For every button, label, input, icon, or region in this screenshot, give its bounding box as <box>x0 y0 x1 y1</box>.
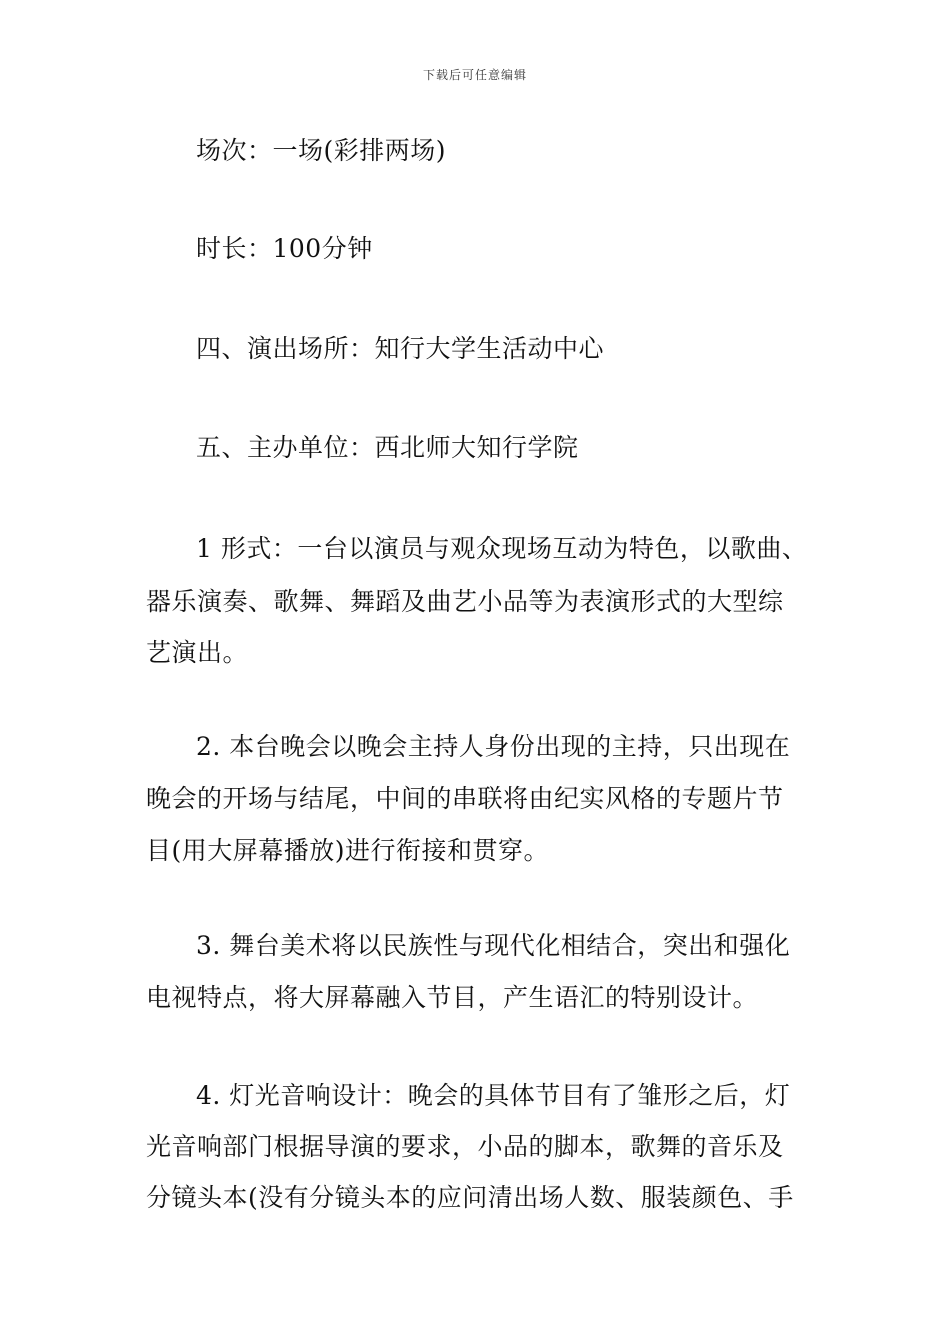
paragraph-session: 场次：一场(彩排两场) <box>196 136 447 165</box>
paragraph-organizer: 五、主办单位：西北师大知行学院 <box>196 433 579 462</box>
paragraph-lighting-line: 分镜头本(没有分镜头本的应问清出场人数、服装颜色、手 <box>146 1183 794 1212</box>
paragraph-host-line: 2. 本台晚会以晚会主持人身份出现的主持，只出现在 <box>196 732 791 761</box>
paragraph-lighting-line: 4. 灯光音响设计：晚会的具体节目有了雏形之后，灯 <box>196 1081 791 1110</box>
paragraph-stage-line: 电视特点，将大屏幕融入节目，产生语汇的特别设计。 <box>146 983 759 1012</box>
paragraph-host-line: 晚会的开场与结尾，中间的串联将由纪实风格的专题片节 <box>146 784 784 813</box>
paragraph-lighting-line: 光音响部门根据导演的要求，小品的脚本，歌舞的音乐及 <box>146 1132 784 1161</box>
paragraph-duration: 时长：100分钟 <box>196 234 373 263</box>
paragraph-stage-line: 3. 舞台美术将以民族性与现代化相结合，突出和强化 <box>196 931 791 960</box>
paragraph-format-line: 艺演出。 <box>146 638 249 667</box>
paragraph-format-line: 器乐演奏、歌舞、舞蹈及曲艺小品等为表演形式的大型综 <box>146 587 784 616</box>
paragraph-format-line: 1 形式：一台以演员与观众现场互动为特色，以歌曲、 <box>196 534 808 563</box>
paragraph-venue: 四、演出场所：知行大学生活动中心 <box>196 334 605 363</box>
header-note: 下载后可任意编辑 <box>422 68 527 82</box>
paragraph-host-line: 目(用大屏幕播放)进行衔接和贯穿。 <box>146 836 550 865</box>
